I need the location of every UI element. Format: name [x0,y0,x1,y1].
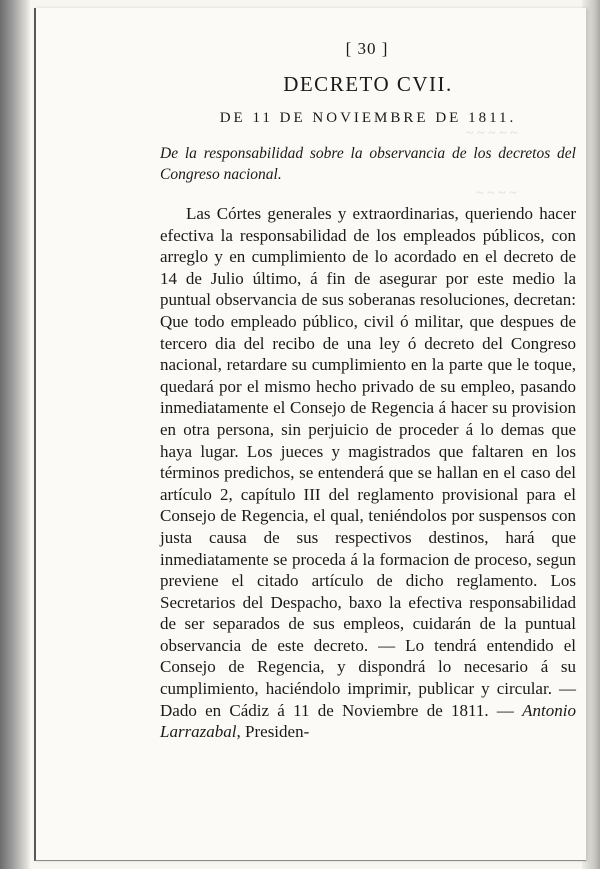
document-page [34,8,586,861]
signatory-name: Antonio Larrazabal [160,700,576,742]
page-content [160,38,576,760]
decree-date: DE 11 DE NOVIEMBRE DE 1811. [219,110,517,126]
page-number: [ 30 ] [345,39,389,58]
bleed-through-mark: ~ ~ ~ ~ ~ [466,126,518,141]
decree-subject: De la responsabilidad sobre la observancia de los decretos del Congreso nacional. [160,145,576,183]
decree-body [160,203,576,743]
decree-title: DECRETO CVII. [283,72,453,96]
binding-shadow [0,0,30,869]
decree-body-text: Las Córtes generales y extraordinarias, queriendo hacer efectiva la responsabilidad de los empleados públicos, con arreglo y en cumplimiento de lo acordado en el decreto de 14 de Julio último, á fin de asegurar por este medio la puntual observancia de sus soberanas resoluciones, decretan: Que todo empleado público, civil ó militar, que despues de tercero dia del recibo de una ley ó decreto del Congreso nacional, retardare su cumplimiento en la parte que le toque, quedará por el mismo hecho privado de su empleo, pasando inmediatamente el Consejo de Regencia á hacer su provision en otra persona, sin perjuicio de proceder á lo demas que haya lugar. Los jueces y magistrados que faltaren en los términos predichos, se entenderá que se hallan en el caso del artículo 2, capítulo III del reglamento provisional para el Consejo de Regencia, el qual, teniéndolos por suspensos con justa causa de sus respectivos destinos, hará que inmediatamente se proceda á la formacion de proceso, segun previene el citado artículo de dicho reglamento. Los Secretarios del Despacho, baxo la efectiva responsabilidad de ser separados de sus empleos, cuidarán de la puntual observancia de este decreto. — Lo tendrá entendido el Consejo de Regencia, y dispondrá lo necesario á su cumplimiento, haciéndolo imprimir, publicar y circular. — Dado en Cádiz á 11 de Noviembre de 1811. — [160,204,576,720]
bleed-through-mark: ~ ~ ~ ~ [476,186,517,201]
decree-body-end: , Presiden- [236,722,310,742]
